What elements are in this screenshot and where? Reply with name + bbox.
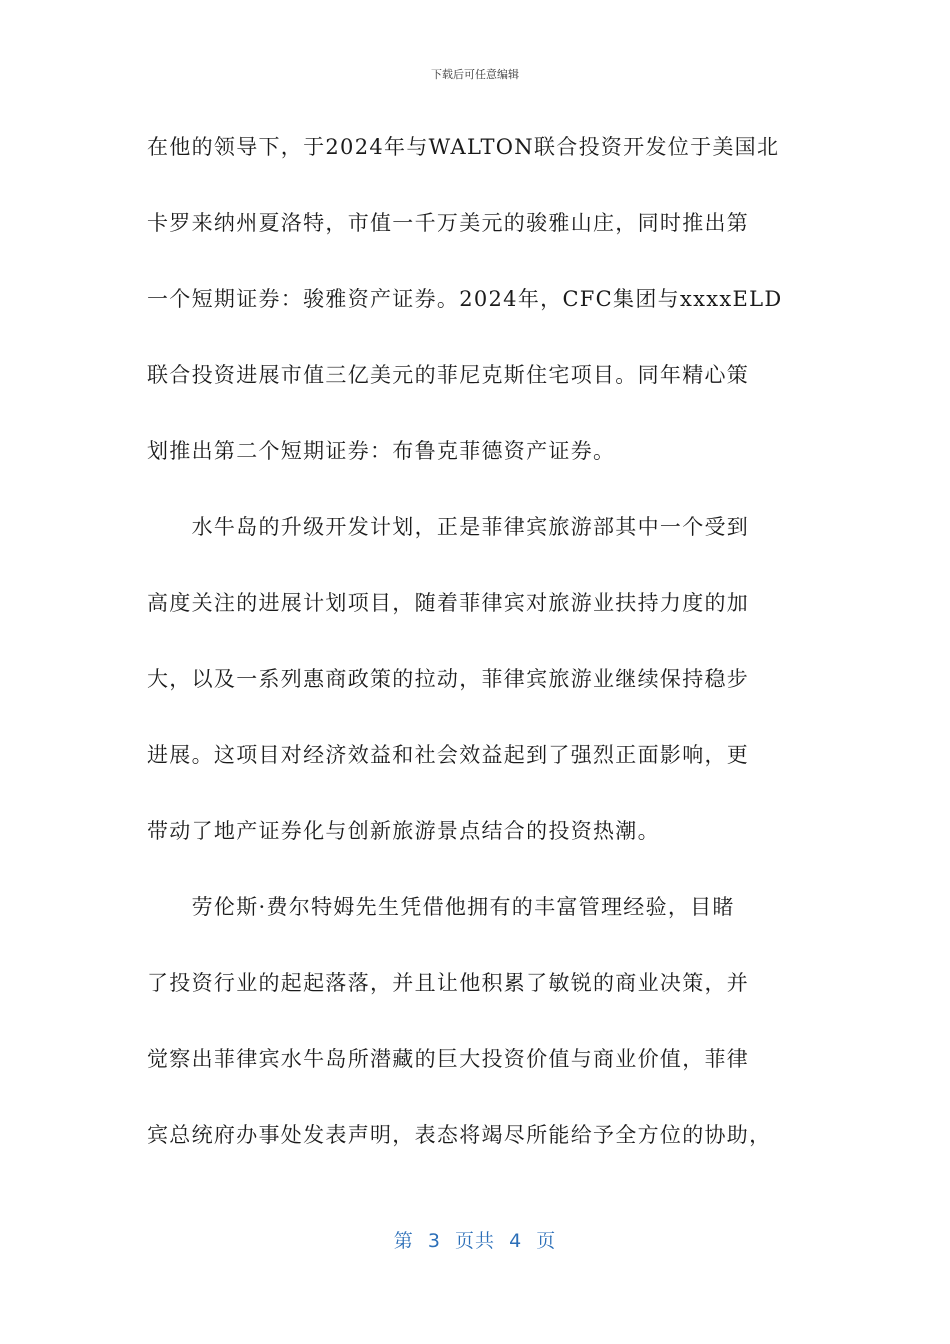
text-line: 了投资行业的起起落落，并且让他积累了敏锐的商业决策，并: [147, 971, 750, 995]
text-line: 划推出第二个短期证券：布鲁克菲德资产证券。: [147, 439, 616, 463]
paragraph-3: [147, 882, 807, 1186]
text-line: 在他的领导下，于2024年与WALTON联合投资开发位于美国北: [147, 135, 780, 159]
text-line: 一个短期证券：骏雅资产证券。2024年，CFC集团与xxxxELD: [147, 287, 783, 311]
text-line: 大，以及一系列惠商政策的拉动，菲律宾旅游业继续保持稳步: [147, 667, 750, 691]
page-number-footer: 第 3 页共 4 页: [393, 1230, 557, 1252]
page-header: 下载后可任意编辑: [431, 68, 519, 81]
text-line: 觉察出菲律宾水牛岛所潜藏的巨大投资价值与商业价值，菲律: [147, 1047, 750, 1071]
document-body: [147, 122, 807, 1186]
text-line: 水牛岛的升级开发计划，正是菲律宾旅游部其中一个受到: [147, 515, 750, 539]
paragraph-2: [147, 502, 807, 882]
text-line: 劳伦斯·费尔特姆先生凭借他拥有的丰富管理经验，目睹: [147, 895, 735, 919]
text-line: 卡罗来纳州夏洛特，市值一千万美元的骏雅山庄，同时推出第: [147, 211, 750, 235]
text-line: 进展。这项目对经济效益和社会效益起到了强烈正面影响，更: [147, 743, 750, 767]
paragraph-1: [147, 122, 807, 502]
text-line: 高度关注的进展计划项目，随着菲律宾对旅游业扶持力度的加: [147, 591, 750, 615]
text-line: 带动了地产证券化与创新旅游景点结合的投资热潮。: [147, 819, 660, 843]
text-line: 联合投资进展市值三亿美元的菲尼克斯住宅项目。同年精心策: [147, 363, 750, 387]
text-line: 宾总统府办事处发表声明，表态将竭尽所能给予全方位的协助，: [147, 1123, 772, 1147]
